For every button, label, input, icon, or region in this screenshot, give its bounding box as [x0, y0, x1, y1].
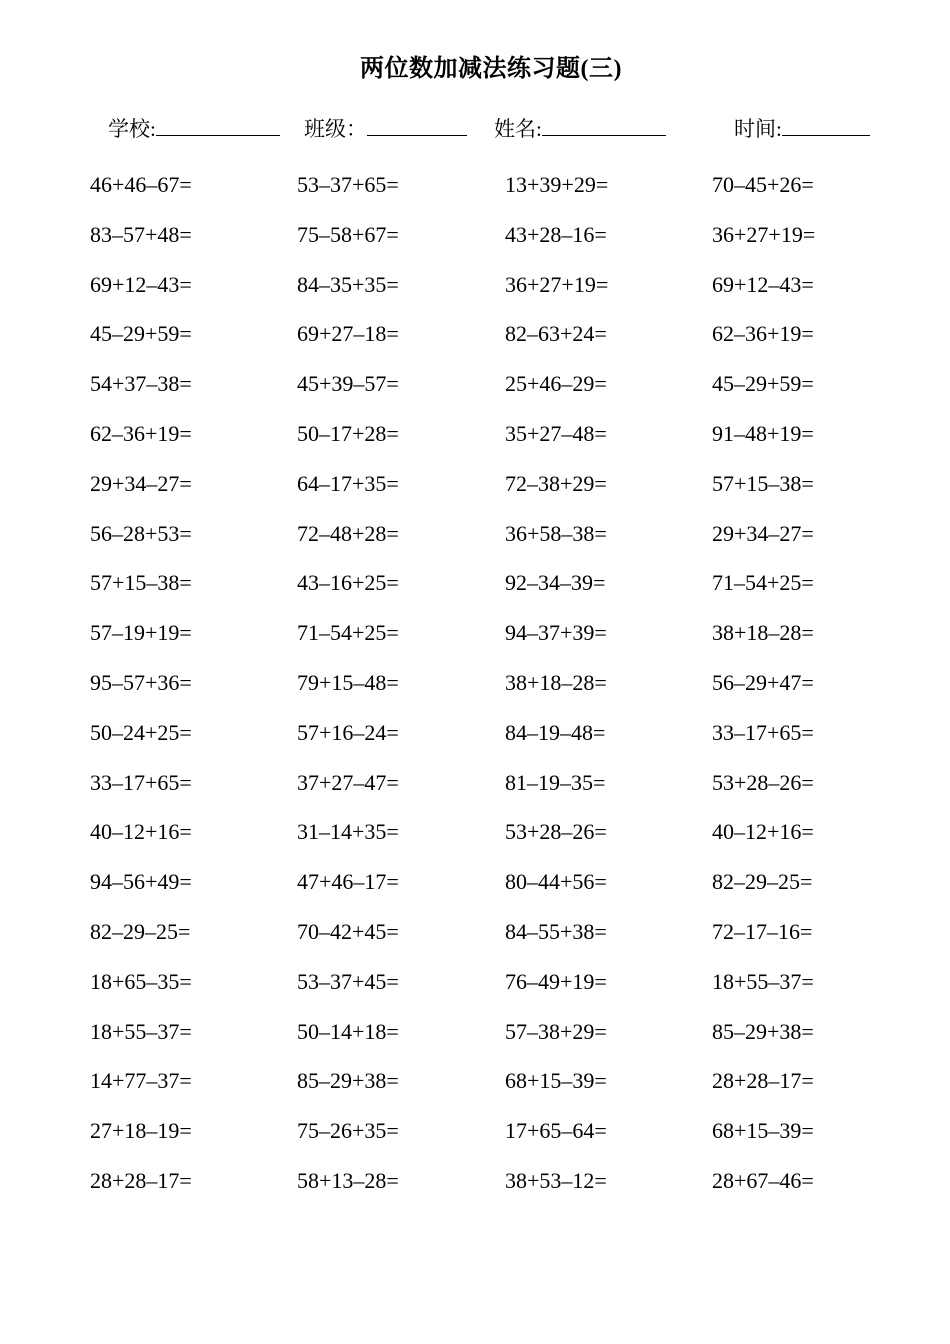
problem-item: 18+55–37= — [90, 1018, 192, 1044]
problem-row — [0, 215, 950, 255]
problem-item: 75–58+67= — [297, 221, 399, 247]
problem-item: 50–14+18= — [297, 1018, 399, 1044]
problem-row — [0, 464, 950, 504]
problem-row — [0, 514, 950, 554]
problem-item: 62–36+19= — [712, 321, 814, 347]
problem-row — [0, 663, 950, 703]
problem-item: 91–48+19= — [712, 421, 814, 446]
problem-row — [0, 613, 950, 653]
problem-item: 43–16+25= — [297, 570, 399, 596]
problem-item: 18+65–35= — [90, 968, 192, 994]
problem-item: 72–48+28= — [297, 520, 399, 546]
page-title: 两位数加减法练习题(三) — [360, 56, 622, 82]
problem-item: 82–29–25= — [712, 869, 813, 895]
name-label: 姓名: — [494, 117, 542, 141]
time-label: 时间: — [734, 117, 782, 141]
problem-item: 53–37+45= — [297, 968, 399, 994]
problem-item: 68+15–39= — [712, 1118, 814, 1144]
problem-item: 57+16–24= — [297, 719, 399, 745]
problem-item: 38+53–12= — [505, 1168, 607, 1193]
problem-item: 40–12+16= — [90, 819, 192, 845]
problem-item: 82–29–25= — [90, 919, 191, 944]
problem-item: 56–29+47= — [712, 670, 814, 695]
problem-row — [0, 265, 950, 305]
problem-item: 29+34–27= — [90, 470, 192, 496]
school-label: 学校: — [108, 117, 156, 141]
problem-row — [0, 812, 950, 852]
problem-row — [0, 1111, 950, 1151]
problem-item: 53–37+65= — [297, 172, 399, 197]
problem-row — [0, 414, 950, 454]
problem-item: 75–26+35= — [297, 1118, 399, 1144]
problem-item: 28+28–17= — [90, 1168, 192, 1193]
problem-item: 84–19–48= — [505, 719, 606, 745]
problem-row — [0, 862, 950, 902]
problem-item: 81–19–35= — [505, 769, 606, 795]
problem-item: 82–63+24= — [505, 321, 607, 347]
problem-row — [0, 1061, 950, 1101]
problem-item: 85–29+38= — [712, 1018, 814, 1044]
problem-item: 80–44+56= — [505, 869, 607, 895]
problem-row — [0, 165, 950, 205]
problem-item: 64–17+35= — [297, 470, 399, 496]
problem-row — [0, 962, 950, 1002]
class-label: 班级： — [304, 117, 367, 141]
problem-item: 33–17+65= — [90, 769, 192, 795]
problem-row — [0, 713, 950, 753]
problem-item: 36+27+19= — [505, 271, 609, 297]
problem-item: 83–57+48= — [90, 221, 192, 247]
problem-item: 17+65–64= — [505, 1118, 607, 1144]
problem-item: 57–19+19= — [90, 620, 192, 646]
problem-item: 71–54+25= — [297, 620, 399, 646]
problem-item: 27+18–19= — [90, 1118, 192, 1144]
problem-item: 45+39–57= — [297, 371, 399, 397]
problem-item: 43+28–16= — [505, 221, 607, 247]
problem-item: 57+15–38= — [712, 470, 814, 496]
problem-item: 54+37–38= — [90, 371, 192, 397]
problem-item: 47+46–17= — [297, 869, 399, 895]
problem-item: 69+12–43= — [712, 271, 814, 297]
problem-item: 72–17–16= — [712, 919, 813, 944]
problem-item: 94–56+49= — [90, 869, 192, 895]
problem-item: 25+46–29= — [505, 371, 607, 397]
problem-item: 57–38+29= — [505, 1018, 607, 1044]
problem-item: 33–17+65= — [712, 719, 814, 745]
problem-item: 68+15–39= — [505, 1068, 607, 1094]
problem-item: 94–37+39= — [505, 620, 607, 646]
problem-item: 46+46–67= — [90, 172, 192, 197]
problem-item: 28+67–46= — [712, 1168, 814, 1193]
problem-item: 31–14+35= — [297, 819, 399, 845]
problem-item: 38+18–28= — [712, 620, 814, 646]
problem-item: 69+27–18= — [297, 321, 399, 347]
problem-row — [0, 314, 950, 354]
problem-item: 53+28–26= — [712, 769, 814, 795]
problem-item: 69+12–43= — [90, 271, 192, 297]
problem-item: 58+13–28= — [297, 1168, 399, 1193]
problem-item: 85–29+38= — [297, 1068, 399, 1094]
problem-item: 57+15–38= — [90, 570, 192, 596]
problem-item: 40–12+16= — [712, 819, 814, 845]
problem-item: 18+55–37= — [712, 968, 814, 994]
problem-item: 70–42+45= — [297, 919, 399, 944]
problem-item: 50–24+25= — [90, 719, 192, 745]
problem-item: 84–55+38= — [505, 919, 607, 944]
problem-item: 14+77–37= — [90, 1068, 192, 1094]
problem-item: 38+18–28= — [505, 670, 607, 695]
problem-item: 36+58–38= — [505, 520, 607, 546]
problem-item: 95–57+36= — [90, 670, 192, 695]
problem-item: 72–38+29= — [505, 470, 607, 496]
problem-item: 76–49+19= — [505, 968, 607, 994]
problem-item: 79+15–48= — [297, 670, 399, 695]
problem-item: 84–35+35= — [297, 271, 399, 297]
problem-item: 70–45+26= — [712, 172, 814, 197]
problem-item: 92–34–39= — [505, 570, 606, 596]
problem-item: 71–54+25= — [712, 570, 814, 596]
problem-row — [0, 364, 950, 404]
problem-row — [0, 1161, 950, 1201]
problem-item: 53+28–26= — [505, 819, 607, 845]
problem-item: 28+28–17= — [712, 1068, 814, 1094]
problem-row — [0, 563, 950, 603]
problem-item: 62–36+19= — [90, 421, 192, 446]
problem-row — [0, 1012, 950, 1052]
problem-item: 56–28+53= — [90, 520, 192, 546]
problem-row — [0, 912, 950, 952]
problem-row — [0, 763, 950, 803]
problem-item: 45–29+59= — [712, 371, 814, 397]
problem-item: 29+34–27= — [712, 520, 814, 546]
problem-item: 37+27–47= — [297, 769, 399, 795]
problem-item: 35+27–48= — [505, 421, 607, 446]
problem-item: 13+39+29= — [505, 172, 609, 197]
problem-item: 36+27+19= — [712, 221, 816, 247]
problem-item: 45–29+59= — [90, 321, 192, 347]
problem-item: 50–17+28= — [297, 421, 399, 446]
